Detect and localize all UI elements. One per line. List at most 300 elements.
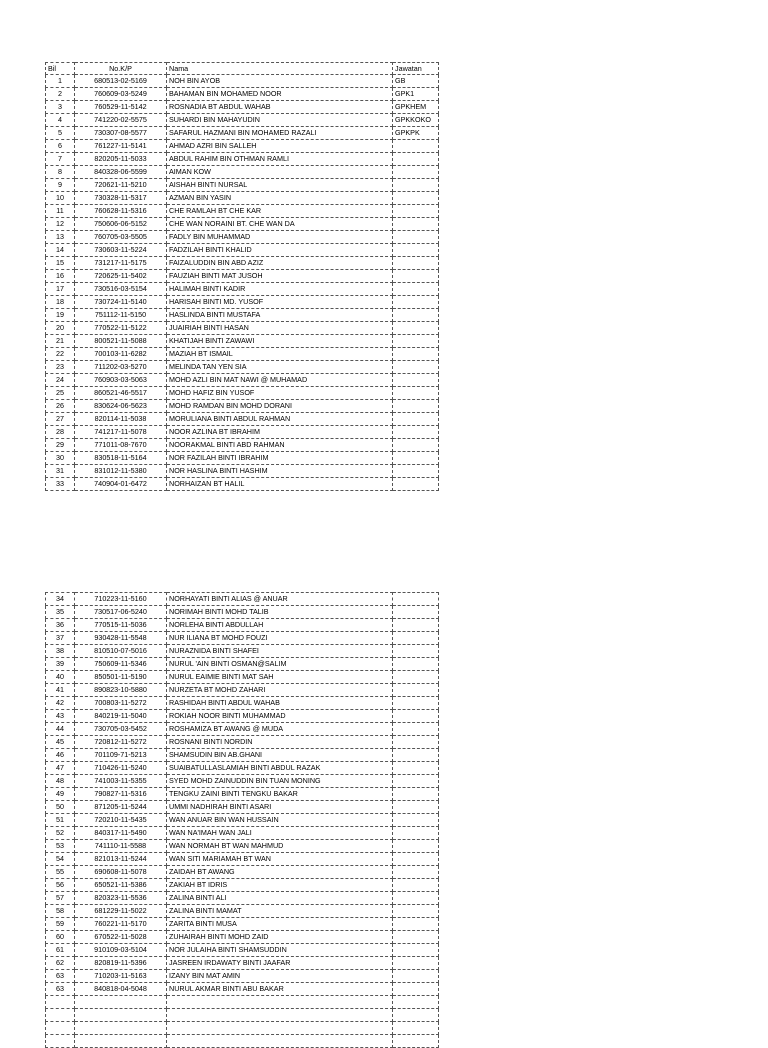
table-row (46, 697, 439, 710)
cell-jawatan (393, 879, 439, 892)
cell-nama: ROSHAMIZA BT AWANG @ MUDA (167, 723, 393, 736)
table-row (46, 853, 439, 866)
cell-jawatan (393, 257, 439, 270)
cell-kp: 720812-11-5272 (75, 736, 167, 749)
header-kp: No.K/P (75, 63, 167, 75)
table-row (46, 892, 439, 905)
cell-jawatan (393, 192, 439, 205)
cell-kp: 910109-03-5104 (75, 944, 167, 957)
cell-bil: 36 (46, 619, 75, 632)
cell-kp: 871205-11-5244 (75, 801, 167, 814)
table-row (46, 114, 439, 127)
cell-kp: 670522-11-5028 (75, 931, 167, 944)
cell-jawatan (393, 361, 439, 374)
empty-cell (393, 1035, 439, 1048)
cell-kp: 720621-11-5210 (75, 179, 167, 192)
cell-kp: 741110-11-5588 (75, 840, 167, 853)
table-row (46, 478, 439, 491)
cell-nama: NURAZNIDA BINTI SHAFEI (167, 645, 393, 658)
table2-body (46, 593, 439, 1048)
cell-bil: 44 (46, 723, 75, 736)
cell-jawatan (393, 723, 439, 736)
table-row (46, 918, 439, 931)
staff-table-part-1 (45, 62, 439, 491)
cell-kp: 730516-03-5154 (75, 283, 167, 296)
cell-kp: 821013-11-5244 (75, 853, 167, 866)
table-row (46, 879, 439, 892)
cell-nama: AHMAD AZRI BIN SALLEH (167, 140, 393, 153)
empty-cell (75, 996, 167, 1009)
table-row (46, 88, 439, 101)
cell-kp: 701109-71-5213 (75, 749, 167, 762)
cell-bil: 37 (46, 632, 75, 645)
cell-bil: 34 (46, 593, 75, 606)
cell-jawatan (393, 413, 439, 426)
table-row (46, 244, 439, 257)
cell-bil: 59 (46, 918, 75, 931)
cell-bil: 29 (46, 439, 75, 452)
cell-bil: 8 (46, 166, 75, 179)
cell-nama: WAN NA'IMAH WAN JALI (167, 827, 393, 840)
cell-kp: 760529-11-5142 (75, 101, 167, 114)
cell-kp: 741220-02-5575 (75, 114, 167, 127)
table-row (46, 387, 439, 400)
cell-kp: 700103-11-6282 (75, 348, 167, 361)
table-row (46, 684, 439, 697)
cell-bil: 54 (46, 853, 75, 866)
empty-row (46, 1009, 439, 1022)
cell-jawatan (393, 140, 439, 153)
table-row (46, 192, 439, 205)
cell-nama: NOR JULAIHA BINTI SHAMSUDDIN (167, 944, 393, 957)
cell-jawatan (393, 801, 439, 814)
cell-jawatan (393, 270, 439, 283)
cell-kp: 650521-11-5386 (75, 879, 167, 892)
table-row (46, 231, 439, 244)
table-row (46, 179, 439, 192)
cell-nama: SYED MOHD ZAINUDDIN BIN TUAN MONING (167, 775, 393, 788)
cell-nama: ZALINA BINTI MAMAT (167, 905, 393, 918)
cell-nama: NUR ILIANA BT MOHD FOUZI (167, 632, 393, 645)
cell-kp: 730517-06-5240 (75, 606, 167, 619)
empty-cell (167, 1035, 393, 1048)
cell-jawatan (393, 478, 439, 491)
table-row (46, 775, 439, 788)
header-bil: Bil (46, 63, 75, 75)
cell-nama: SUHARDI BIN MAHAYUDIN (167, 114, 393, 127)
table-row (46, 413, 439, 426)
cell-nama: NOR HASLINA BINTI HASHIM (167, 465, 393, 478)
cell-nama: CHE RAMLAH BT CHE KAR (167, 205, 393, 218)
table-row (46, 127, 439, 140)
table-row (46, 335, 439, 348)
cell-bil: 39 (46, 658, 75, 671)
cell-jawatan (393, 983, 439, 996)
cell-bil: 23 (46, 361, 75, 374)
cell-jawatan (393, 853, 439, 866)
cell-kp: 760903-03-5063 (75, 374, 167, 387)
cell-kp: 711202-03-5270 (75, 361, 167, 374)
cell-jawatan (393, 788, 439, 801)
cell-jawatan (393, 153, 439, 166)
cell-nama: NOOR AZLINA BT IBRAHIM (167, 426, 393, 439)
table1-body (46, 63, 439, 491)
cell-bil: 57 (46, 892, 75, 905)
cell-nama: NURUL AKMAR BINTI ABU BAKAR (167, 983, 393, 996)
cell-kp: 831012-11-5380 (75, 465, 167, 478)
cell-kp: 800521-11-5088 (75, 335, 167, 348)
cell-kp: 681229-11-5022 (75, 905, 167, 918)
empty-cell (167, 996, 393, 1009)
cell-bil: 1 (46, 75, 75, 88)
cell-nama: JUAIRIAH BINTI HASAN (167, 322, 393, 335)
cell-jawatan (393, 931, 439, 944)
cell-bil: 14 (46, 244, 75, 257)
cell-kp: 680513-02-5169 (75, 75, 167, 88)
table-row (46, 270, 439, 283)
cell-jawatan (393, 892, 439, 905)
cell-jawatan (393, 671, 439, 684)
cell-kp: 790827-11-5316 (75, 788, 167, 801)
cell-nama: UMMI NADHIRAH BINTI ASARI (167, 801, 393, 814)
table-row (46, 619, 439, 632)
table-row (46, 257, 439, 270)
cell-kp: 730603-11-5224 (75, 244, 167, 257)
cell-nama: HALIMAH BINTI KADIR (167, 283, 393, 296)
cell-kp: 690608-11-5078 (75, 866, 167, 879)
table-row (46, 348, 439, 361)
cell-nama: WAN ANUAR BIN WAN HUSSAIN (167, 814, 393, 827)
table-row (46, 75, 439, 88)
cell-bil: 26 (46, 400, 75, 413)
cell-jawatan (393, 749, 439, 762)
table-row (46, 205, 439, 218)
cell-nama: HASLINDA BINTI MUSTAFA (167, 309, 393, 322)
cell-kp: 750606-06-5152 (75, 218, 167, 231)
cell-kp: 730705-03-5452 (75, 723, 167, 736)
cell-kp: 700803-11-5272 (75, 697, 167, 710)
cell-nama: ROKIAH NOOR BINTI MUHAMMAD (167, 710, 393, 723)
cell-bil: 18 (46, 296, 75, 309)
cell-bil: 24 (46, 374, 75, 387)
table-row (46, 632, 439, 645)
cell-kp: 850501-11-5190 (75, 671, 167, 684)
cell-nama: FAIZALUDDIN BIN ABD AZIZ (167, 257, 393, 270)
cell-jawatan (393, 606, 439, 619)
table-row (46, 671, 439, 684)
cell-jawatan (393, 827, 439, 840)
table-row (46, 322, 439, 335)
cell-nama: FADZILAH BINTI KHALID (167, 244, 393, 257)
cell-bil: 22 (46, 348, 75, 361)
cell-jawatan (393, 166, 439, 179)
cell-kp: 770515-11-5036 (75, 619, 167, 632)
cell-nama: KHATIJAH BINTI ZAWAWI (167, 335, 393, 348)
cell-nama: JASREEN IRDAWATY BINTI JAAFAR (167, 957, 393, 970)
cell-kp: 840317-11-5490 (75, 827, 167, 840)
cell-nama: AZMAN BIN YASIN (167, 192, 393, 205)
cell-bil: 61 (46, 944, 75, 957)
cell-jawatan (393, 762, 439, 775)
cell-bil: 31 (46, 465, 75, 478)
cell-kp: 760628-11-5316 (75, 205, 167, 218)
cell-nama: MORULIANA BINTI ABDUL RAHMAN (167, 413, 393, 426)
table-row (46, 283, 439, 296)
cell-jawatan (393, 439, 439, 452)
cell-bil: 4 (46, 114, 75, 127)
cell-nama: NOORAKMAL BINTI ABD RAHMAN (167, 439, 393, 452)
cell-nama: CHE WAN NORAINI BT. CHE WAN DA (167, 218, 393, 231)
table-row (46, 645, 439, 658)
cell-jawatan (393, 231, 439, 244)
cell-nama: ZARITA BINTI MUSA (167, 918, 393, 931)
table-row (46, 957, 439, 970)
cell-bil: 33 (46, 478, 75, 491)
table-row (46, 452, 439, 465)
cell-kp: 840818-04-5048 (75, 983, 167, 996)
table-row (46, 439, 439, 452)
cell-kp: 820205-11-5033 (75, 153, 167, 166)
cell-kp: 710426-11-5240 (75, 762, 167, 775)
cell-kp: 760705-03-5505 (75, 231, 167, 244)
cell-jawatan (393, 309, 439, 322)
cell-jawatan (393, 244, 439, 257)
table-row (46, 153, 439, 166)
cell-nama: NORLEHA BINTI ABDULLAH (167, 619, 393, 632)
cell-kp: 741217-11-5078 (75, 426, 167, 439)
table-row (46, 944, 439, 957)
cell-bil: 19 (46, 309, 75, 322)
cell-nama: SUAIBATULLASLAMIAH BINTI ABDUL RAZAK (167, 762, 393, 775)
cell-bil: 17 (46, 283, 75, 296)
cell-kp: 820819-11-5396 (75, 957, 167, 970)
cell-bil: 42 (46, 697, 75, 710)
cell-bil: 58 (46, 905, 75, 918)
cell-bil: 15 (46, 257, 75, 270)
cell-jawatan (393, 970, 439, 983)
table-row (46, 983, 439, 996)
table-row (46, 606, 439, 619)
table-row (46, 814, 439, 827)
cell-bil: 63 (46, 983, 75, 996)
table-row (46, 296, 439, 309)
cell-bil: 20 (46, 322, 75, 335)
cell-bil: 52 (46, 827, 75, 840)
table-row (46, 218, 439, 231)
cell-nama: BAHAMAN BIN MOHAMED NOOR (167, 88, 393, 101)
cell-kp: 730724-11-5140 (75, 296, 167, 309)
cell-bil: 21 (46, 335, 75, 348)
empty-cell (46, 1022, 75, 1035)
cell-jawatan (393, 348, 439, 361)
cell-bil: 63 (46, 970, 75, 983)
table-row (46, 140, 439, 153)
cell-jawatan (393, 374, 439, 387)
table-row (46, 658, 439, 671)
table-row (46, 309, 439, 322)
cell-bil: 5 (46, 127, 75, 140)
table-row (46, 905, 439, 918)
cell-kp: 820323-11-5536 (75, 892, 167, 905)
cell-bil: 13 (46, 231, 75, 244)
table-row (46, 361, 439, 374)
cell-jawatan (393, 465, 439, 478)
cell-kp: 730328-11-5317 (75, 192, 167, 205)
cell-bil: 45 (46, 736, 75, 749)
cell-nama: AISHAH BINTI NURSAL (167, 179, 393, 192)
cell-kp: 741003-11-5355 (75, 775, 167, 788)
cell-jawatan (393, 736, 439, 749)
cell-jawatan (393, 645, 439, 658)
cell-jawatan: GPKHEM (393, 101, 439, 114)
staff-table-part-2 (45, 592, 439, 1048)
cell-nama: NOR FAZILAH BINTI IBRAHIM (167, 452, 393, 465)
table-row (46, 400, 439, 413)
empty-cell (46, 1009, 75, 1022)
cell-nama: NORHAYATI BINTI ALIAS @ ANUAR (167, 593, 393, 606)
cell-jawatan (393, 905, 439, 918)
cell-nama: MOHD AZLI BIN MAT NAWI @ MUHAMAD (167, 374, 393, 387)
cell-nama: ROSNADIA BT ABDUL WAHAB (167, 101, 393, 114)
cell-jawatan (393, 632, 439, 645)
cell-bil: 2 (46, 88, 75, 101)
cell-nama: ZALINA BINTI ALI (167, 892, 393, 905)
cell-bil: 49 (46, 788, 75, 801)
cell-bil: 46 (46, 749, 75, 762)
cell-nama: NORIMAH BINTI MOHD TALIB (167, 606, 393, 619)
table-row (46, 866, 439, 879)
table-row (46, 465, 439, 478)
cell-kp: 710203-11-5163 (75, 970, 167, 983)
empty-cell (393, 1009, 439, 1022)
cell-bil: 28 (46, 426, 75, 439)
header-nama: Nama (167, 63, 393, 75)
cell-nama: MAZIAH BT ISMAIL (167, 348, 393, 361)
cell-bil: 43 (46, 710, 75, 723)
cell-kp: 740904-01-6472 (75, 478, 167, 491)
cell-bil: 55 (46, 866, 75, 879)
cell-jawatan: GB (393, 75, 439, 88)
table-row (46, 931, 439, 944)
cell-bil: 62 (46, 957, 75, 970)
empty-cell (167, 1022, 393, 1035)
table-row (46, 723, 439, 736)
cell-jawatan (393, 684, 439, 697)
cell-bil: 35 (46, 606, 75, 619)
cell-jawatan (393, 205, 439, 218)
cell-nama: ZUHAIRAH BINTI MOHD ZAID (167, 931, 393, 944)
cell-nama: ABDUL RAHIM BIN OTHMAN RAMLI (167, 153, 393, 166)
cell-jawatan (393, 840, 439, 853)
cell-bil: 56 (46, 879, 75, 892)
cell-jawatan (393, 619, 439, 632)
cell-bil: 9 (46, 179, 75, 192)
cell-nama: WAN NORMAH BT WAN MAHMUD (167, 840, 393, 853)
cell-bil: 47 (46, 762, 75, 775)
cell-nama: NOH BIN AYOB (167, 75, 393, 88)
cell-nama: NORHAIZAN BT HALIL (167, 478, 393, 491)
cell-jawatan (393, 593, 439, 606)
cell-bil: 41 (46, 684, 75, 697)
empty-row (46, 996, 439, 1009)
cell-jawatan (393, 866, 439, 879)
cell-jawatan (393, 452, 439, 465)
table-row (46, 840, 439, 853)
cell-kp: 830624-06-5623 (75, 400, 167, 413)
empty-cell (75, 1022, 167, 1035)
cell-kp: 750609-11-5346 (75, 658, 167, 671)
cell-kp: 890823-10-5880 (75, 684, 167, 697)
table-row (46, 736, 439, 749)
table-row (46, 710, 439, 723)
cell-kp: 810510-07-5016 (75, 645, 167, 658)
table-row (46, 788, 439, 801)
cell-kp: 760609-03-5249 (75, 88, 167, 101)
empty-cell (167, 1009, 393, 1022)
cell-nama: NURZETA BT MOHD ZAHARI (167, 684, 393, 697)
cell-jawatan (393, 283, 439, 296)
cell-bil: 16 (46, 270, 75, 283)
cell-kp: 730307-08-5577 (75, 127, 167, 140)
cell-jawatan: GPK1 (393, 88, 439, 101)
empty-row (46, 1022, 439, 1035)
cell-kp: 761227-11-5141 (75, 140, 167, 153)
cell-bil: 10 (46, 192, 75, 205)
cell-bil: 6 (46, 140, 75, 153)
cell-bil: 50 (46, 801, 75, 814)
cell-nama: ZAKIAH BT IDRIS (167, 879, 393, 892)
cell-nama: MELINDA TAN YEN SIA (167, 361, 393, 374)
empty-cell (46, 1035, 75, 1048)
cell-nama: ZAIDAH BT AWANG (167, 866, 393, 879)
cell-nama: ROSNANI BINTI NORDIN (167, 736, 393, 749)
cell-bil: 7 (46, 153, 75, 166)
cell-kp: 720210-11-5435 (75, 814, 167, 827)
table-row (46, 374, 439, 387)
cell-jawatan (393, 335, 439, 348)
cell-bil: 40 (46, 671, 75, 684)
table-row (46, 970, 439, 983)
cell-nama: SHAMSUDIN BIN AB.GHANI (167, 749, 393, 762)
cell-nama: NURUL EAIMIE BINTI MAT SAH (167, 671, 393, 684)
cell-jawatan: GPKKOKO (393, 114, 439, 127)
cell-jawatan (393, 179, 439, 192)
table-row (46, 827, 439, 840)
empty-cell (393, 996, 439, 1009)
table-row (46, 801, 439, 814)
cell-jawatan (393, 814, 439, 827)
cell-nama: NURUL 'AIN BINTI OSMAN@SALIM (167, 658, 393, 671)
cell-kp: 930428-11-5548 (75, 632, 167, 645)
cell-nama: WAN SITI MARIAMAH BT WAN (167, 853, 393, 866)
cell-nama: MOHD RAMDAN BIN MOHD DORANI (167, 400, 393, 413)
cell-kp: 830518-11-5164 (75, 452, 167, 465)
cell-kp: 731217-11-5175 (75, 257, 167, 270)
cell-nama: MOHD HAFIZ BIN YUSOF (167, 387, 393, 400)
cell-jawatan (393, 426, 439, 439)
cell-kp: 840328-06-5599 (75, 166, 167, 179)
table-row (46, 762, 439, 775)
cell-bil: 11 (46, 205, 75, 218)
cell-bil: 30 (46, 452, 75, 465)
cell-nama: IZANY BIN MAT AMIN (167, 970, 393, 983)
cell-bil: 38 (46, 645, 75, 658)
cell-bil: 27 (46, 413, 75, 426)
cell-nama: RASHIDAH BINTI ABDUL WAHAB (167, 697, 393, 710)
cell-jawatan (393, 322, 439, 335)
cell-bil: 3 (46, 101, 75, 114)
table-row (46, 101, 439, 114)
